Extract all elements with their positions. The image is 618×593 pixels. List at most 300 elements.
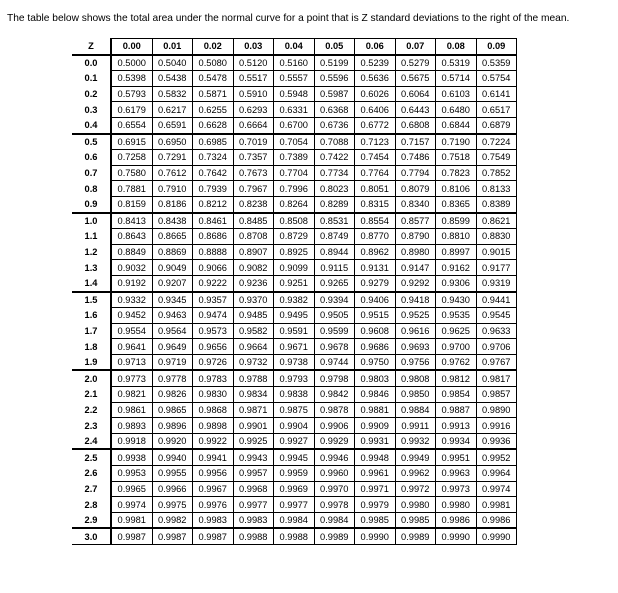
probability-cell: 0.9495 (274, 308, 315, 324)
probability-cell: 0.5319 (436, 55, 477, 71)
probability-cell: 0.8907 (233, 244, 274, 260)
probability-cell: 0.5080 (193, 55, 234, 71)
probability-cell: 0.9463 (152, 308, 193, 324)
probability-cell: 0.9990 (355, 528, 396, 544)
probability-cell: 0.9608 (355, 323, 396, 339)
probability-cell: 0.7389 (274, 150, 315, 166)
table-body (72, 55, 517, 545)
probability-cell: 0.6406 (355, 102, 396, 118)
table-row (72, 196, 517, 212)
table-row (72, 387, 517, 403)
probability-cell: 0.8438 (152, 213, 193, 229)
z-value-cell: 2.4 (72, 433, 111, 449)
table-row (72, 402, 517, 418)
probability-cell: 0.6255 (193, 102, 234, 118)
probability-cell: 0.9222 (193, 275, 234, 291)
z-value-cell: 1.7 (72, 323, 111, 339)
table-row (72, 150, 517, 166)
probability-cell: 0.9959 (274, 466, 315, 482)
probability-cell: 0.9916 (476, 418, 517, 434)
probability-cell: 0.6554 (111, 117, 152, 133)
probability-cell: 0.7486 (395, 150, 436, 166)
probability-cell: 0.6985 (193, 134, 234, 150)
probability-cell: 0.8238 (233, 196, 274, 212)
probability-cell: 0.8944 (314, 244, 355, 260)
probability-cell: 0.5398 (111, 71, 152, 87)
probability-cell: 0.7612 (152, 165, 193, 181)
probability-cell: 0.9984 (314, 512, 355, 528)
probability-cell: 0.9987 (111, 528, 152, 544)
table-row (72, 117, 517, 133)
z-value-cell: 0.6 (72, 150, 111, 166)
probability-cell: 0.7764 (355, 165, 396, 181)
z-value-cell: 1.0 (72, 213, 111, 229)
probability-cell: 0.7518 (436, 150, 477, 166)
probability-cell: 0.8264 (274, 196, 315, 212)
probability-cell: 0.9990 (436, 528, 477, 544)
probability-cell: 0.5871 (193, 86, 234, 102)
probability-cell: 0.8621 (476, 213, 517, 229)
probability-cell: 0.9986 (436, 512, 477, 528)
probability-cell: 0.9808 (395, 370, 436, 386)
probability-cell: 0.9920 (152, 433, 193, 449)
probability-cell: 0.9641 (111, 339, 152, 355)
probability-cell: 0.9656 (193, 339, 234, 355)
probability-cell: 0.9625 (436, 323, 477, 339)
probability-cell: 0.9988 (274, 528, 315, 544)
probability-cell: 0.9987 (152, 528, 193, 544)
probability-cell: 0.9949 (395, 449, 436, 465)
probability-cell: 0.9927 (274, 433, 315, 449)
probability-cell: 0.8962 (355, 244, 396, 260)
probability-cell: 0.9591 (274, 323, 315, 339)
table-row (72, 244, 517, 260)
probability-cell: 0.9798 (314, 370, 355, 386)
probability-cell: 0.9162 (436, 260, 477, 276)
probability-cell: 0.9968 (233, 481, 274, 497)
probability-cell: 0.8665 (152, 229, 193, 245)
probability-cell: 0.9922 (193, 433, 234, 449)
table-row (72, 165, 517, 181)
probability-cell: 0.9032 (111, 260, 152, 276)
probability-cell: 0.7881 (111, 181, 152, 197)
probability-cell: 0.6217 (152, 102, 193, 118)
probability-cell: 0.9406 (355, 292, 396, 308)
probability-cell: 0.9099 (274, 260, 315, 276)
probability-cell: 0.9963 (436, 466, 477, 482)
probability-cell: 0.9573 (193, 323, 234, 339)
probability-cell: 0.5040 (152, 55, 193, 71)
probability-cell: 0.7580 (111, 165, 152, 181)
probability-cell: 0.8289 (314, 196, 355, 212)
column-header: 0.02 (193, 39, 234, 55)
probability-cell: 0.8461 (193, 213, 234, 229)
probability-cell: 0.5199 (314, 55, 355, 71)
probability-cell: 0.9965 (111, 481, 152, 497)
probability-cell: 0.9678 (314, 339, 355, 355)
probability-cell: 0.9664 (233, 339, 274, 355)
probability-cell: 0.9582 (233, 323, 274, 339)
probability-cell: 0.6179 (111, 102, 152, 118)
probability-cell: 0.9988 (233, 528, 274, 544)
probability-cell: 0.7967 (233, 181, 274, 197)
probability-cell: 0.7054 (274, 134, 315, 150)
probability-cell: 0.9990 (476, 528, 517, 544)
probability-cell: 0.8729 (274, 229, 315, 245)
z-value-cell: 1.4 (72, 275, 111, 291)
probability-cell: 0.9974 (476, 481, 517, 497)
probability-cell: 0.9938 (111, 449, 152, 465)
z-value-cell: 0.8 (72, 181, 111, 197)
probability-cell: 0.9865 (152, 402, 193, 418)
probability-cell: 0.9970 (314, 481, 355, 497)
probability-cell: 0.9842 (314, 387, 355, 403)
probability-cell: 0.6026 (355, 86, 396, 102)
probability-cell: 0.7673 (233, 165, 274, 181)
probability-cell: 0.9767 (476, 354, 517, 370)
probability-cell: 0.9015 (476, 244, 517, 260)
probability-cell: 0.9931 (355, 433, 396, 449)
probability-cell: 0.9332 (111, 292, 152, 308)
probability-cell: 0.6064 (395, 86, 436, 102)
table-row (72, 339, 517, 355)
probability-cell: 0.7258 (111, 150, 152, 166)
probability-cell: 0.9525 (395, 308, 436, 324)
table-caption: The table below shows the total area under the normal curve for a point that is Z standard deviations to the right of the mean. (7, 13, 570, 24)
table-row (72, 102, 517, 118)
probability-cell: 0.6664 (233, 117, 274, 133)
probability-cell: 0.5714 (436, 71, 477, 87)
z-table (72, 38, 517, 545)
probability-cell: 0.8212 (193, 196, 234, 212)
probability-cell: 0.9936 (476, 433, 517, 449)
probability-cell: 0.8159 (111, 196, 152, 212)
probability-cell: 0.6772 (355, 117, 396, 133)
z-value-cell: 2.5 (72, 449, 111, 465)
table-row (72, 418, 517, 434)
probability-cell: 0.9953 (111, 466, 152, 482)
probability-cell: 0.8051 (355, 181, 396, 197)
column-header: 0.03 (233, 39, 274, 55)
probability-cell: 0.9713 (111, 354, 152, 370)
probability-cell: 0.9535 (436, 308, 477, 324)
probability-cell: 0.7704 (274, 165, 315, 181)
probability-cell: 0.9049 (152, 260, 193, 276)
probability-cell: 0.9913 (436, 418, 477, 434)
probability-cell: 0.9979 (355, 497, 396, 513)
probability-cell: 0.9485 (233, 308, 274, 324)
column-header: 0.07 (395, 39, 436, 55)
probability-cell: 0.9292 (395, 275, 436, 291)
probability-cell: 0.9985 (395, 512, 436, 528)
probability-cell: 0.9878 (314, 402, 355, 418)
column-header: 0.08 (436, 39, 477, 55)
probability-cell: 0.9505 (314, 308, 355, 324)
z-value-cell: 1.6 (72, 308, 111, 324)
table-row (72, 449, 517, 465)
probability-cell: 0.9975 (152, 497, 193, 513)
probability-cell: 0.5557 (274, 71, 315, 87)
probability-cell: 0.9762 (436, 354, 477, 370)
probability-cell: 0.9671 (274, 339, 315, 355)
probability-cell: 0.9961 (355, 466, 396, 482)
probability-cell: 0.9793 (274, 370, 315, 386)
table-row (72, 86, 517, 102)
probability-cell: 0.9932 (395, 433, 436, 449)
probability-cell: 0.8643 (111, 229, 152, 245)
probability-cell: 0.7123 (355, 134, 396, 150)
probability-cell: 0.9345 (152, 292, 193, 308)
probability-cell: 0.8770 (355, 229, 396, 245)
probability-cell: 0.9830 (193, 387, 234, 403)
probability-cell: 0.5160 (274, 55, 315, 71)
probability-cell: 0.5832 (152, 86, 193, 102)
z-value-cell: 1.1 (72, 229, 111, 245)
probability-cell: 0.9967 (193, 481, 234, 497)
probability-cell: 0.8810 (436, 229, 477, 245)
table-row (72, 213, 517, 229)
probability-cell: 0.9778 (152, 370, 193, 386)
table-row (72, 275, 517, 291)
probability-cell: 0.9868 (193, 402, 234, 418)
probability-cell: 0.8925 (274, 244, 315, 260)
z-column-header: Z (72, 39, 111, 55)
probability-cell: 0.8413 (111, 213, 152, 229)
probability-cell: 0.9978 (314, 497, 355, 513)
table-row (72, 433, 517, 449)
probability-cell: 0.5279 (395, 55, 436, 71)
probability-cell: 0.9896 (152, 418, 193, 434)
probability-cell: 0.5000 (111, 55, 152, 71)
table-row (72, 512, 517, 528)
probability-cell: 0.8790 (395, 229, 436, 245)
probability-cell: 0.9875 (274, 402, 315, 418)
probability-cell: 0.8749 (314, 229, 355, 245)
probability-cell: 0.6808 (395, 117, 436, 133)
probability-cell: 0.9985 (355, 512, 396, 528)
probability-cell: 0.9986 (476, 512, 517, 528)
probability-cell: 0.9306 (436, 275, 477, 291)
probability-cell: 0.8365 (436, 196, 477, 212)
probability-cell: 0.9960 (314, 466, 355, 482)
column-header: 0.06 (355, 39, 396, 55)
probability-cell: 0.9834 (233, 387, 274, 403)
probability-cell: 0.7734 (314, 165, 355, 181)
probability-cell: 0.8389 (476, 196, 517, 212)
probability-cell: 0.6700 (274, 117, 315, 133)
column-header: 0.00 (111, 39, 152, 55)
probability-cell: 0.7454 (355, 150, 396, 166)
probability-cell: 0.9846 (355, 387, 396, 403)
probability-cell: 0.8577 (395, 213, 436, 229)
probability-cell: 0.5987 (314, 86, 355, 102)
probability-cell: 0.5359 (476, 55, 517, 71)
probability-cell: 0.9980 (436, 497, 477, 513)
probability-cell: 0.7794 (395, 165, 436, 181)
probability-cell: 0.9911 (395, 418, 436, 434)
probability-cell: 0.9983 (233, 512, 274, 528)
z-value-cell: 3.0 (72, 528, 111, 544)
probability-cell: 0.9783 (193, 370, 234, 386)
table-row (72, 71, 517, 87)
probability-cell: 0.9989 (395, 528, 436, 544)
table-row (72, 308, 517, 324)
probability-cell: 0.7019 (233, 134, 274, 150)
table-row (72, 229, 517, 245)
probability-cell: 0.9726 (193, 354, 234, 370)
z-value-cell: 2.8 (72, 497, 111, 513)
probability-cell: 0.7190 (436, 134, 477, 150)
probability-cell: 0.9976 (193, 497, 234, 513)
z-value-cell: 1.9 (72, 354, 111, 370)
probability-cell: 0.9890 (476, 402, 517, 418)
z-value-cell: 0.9 (72, 196, 111, 212)
probability-cell: 0.9207 (152, 275, 193, 291)
probability-cell: 0.7324 (193, 150, 234, 166)
probability-cell: 0.9881 (355, 402, 396, 418)
probability-cell: 0.9750 (355, 354, 396, 370)
probability-cell: 0.9382 (274, 292, 315, 308)
probability-cell: 0.7996 (274, 181, 315, 197)
probability-cell: 0.8106 (436, 181, 477, 197)
z-value-cell: 2.3 (72, 418, 111, 434)
probability-cell: 0.8888 (193, 244, 234, 260)
probability-cell: 0.9147 (395, 260, 436, 276)
probability-cell: 0.9952 (476, 449, 517, 465)
probability-cell: 0.9974 (111, 497, 152, 513)
probability-cell: 0.9251 (274, 275, 315, 291)
probability-cell: 0.8485 (233, 213, 274, 229)
probability-cell: 0.9744 (314, 354, 355, 370)
probability-cell: 0.7852 (476, 165, 517, 181)
probability-cell: 0.5636 (355, 71, 396, 87)
z-value-cell: 0.1 (72, 71, 111, 87)
probability-cell: 0.7157 (395, 134, 436, 150)
probability-cell: 0.9962 (395, 466, 436, 482)
probability-cell: 0.7642 (193, 165, 234, 181)
probability-cell: 0.8997 (436, 244, 477, 260)
probability-cell: 0.9951 (436, 449, 477, 465)
probability-cell: 0.6915 (111, 134, 152, 150)
probability-cell: 0.8531 (314, 213, 355, 229)
probability-cell: 0.9700 (436, 339, 477, 355)
probability-cell: 0.5438 (152, 71, 193, 87)
probability-cell: 0.9898 (193, 418, 234, 434)
probability-cell: 0.9732 (233, 354, 274, 370)
probability-cell: 0.9909 (355, 418, 396, 434)
z-value-cell: 0.2 (72, 86, 111, 102)
probability-cell: 0.9904 (274, 418, 315, 434)
probability-cell: 0.7224 (476, 134, 517, 150)
probability-cell: 0.9817 (476, 370, 517, 386)
probability-cell: 0.9981 (476, 497, 517, 513)
probability-cell: 0.9861 (111, 402, 152, 418)
probability-cell: 0.5596 (314, 71, 355, 87)
probability-cell: 0.8599 (436, 213, 477, 229)
probability-cell: 0.9474 (193, 308, 234, 324)
probability-cell: 0.8508 (274, 213, 315, 229)
probability-cell: 0.8686 (193, 229, 234, 245)
probability-cell: 0.9515 (355, 308, 396, 324)
probability-cell: 0.8554 (355, 213, 396, 229)
probability-cell: 0.9982 (152, 512, 193, 528)
probability-cell: 0.8340 (395, 196, 436, 212)
z-value-cell: 0.5 (72, 134, 111, 150)
probability-cell: 0.9850 (395, 387, 436, 403)
probability-cell: 0.5793 (111, 86, 152, 102)
probability-cell: 0.9066 (193, 260, 234, 276)
probability-cell: 0.8980 (395, 244, 436, 260)
probability-cell: 0.8133 (476, 181, 517, 197)
probability-cell: 0.7939 (193, 181, 234, 197)
probability-cell: 0.5754 (476, 71, 517, 87)
probability-cell: 0.9719 (152, 354, 193, 370)
probability-cell: 0.6628 (193, 117, 234, 133)
probability-cell: 0.9884 (395, 402, 436, 418)
probability-cell: 0.9177 (476, 260, 517, 276)
probability-cell: 0.9236 (233, 275, 274, 291)
probability-cell: 0.8849 (111, 244, 152, 260)
column-header: 0.05 (314, 39, 355, 55)
probability-cell: 0.8079 (395, 181, 436, 197)
probability-cell: 0.9826 (152, 387, 193, 403)
probability-cell: 0.9452 (111, 308, 152, 324)
probability-cell: 0.5478 (193, 71, 234, 87)
probability-cell: 0.5910 (233, 86, 274, 102)
probability-cell: 0.9788 (233, 370, 274, 386)
probability-cell: 0.9265 (314, 275, 355, 291)
probability-cell: 0.8708 (233, 229, 274, 245)
probability-cell: 0.9943 (233, 449, 274, 465)
probability-cell: 0.9887 (436, 402, 477, 418)
z-value-cell: 0.4 (72, 117, 111, 133)
probability-cell: 0.9955 (152, 466, 193, 482)
probability-cell: 0.7910 (152, 181, 193, 197)
probability-cell: 0.9812 (436, 370, 477, 386)
probability-cell: 0.9706 (476, 339, 517, 355)
probability-cell: 0.6736 (314, 117, 355, 133)
probability-cell: 0.9357 (193, 292, 234, 308)
probability-cell: 0.9940 (152, 449, 193, 465)
column-header: 0.01 (152, 39, 193, 55)
table-row (72, 528, 517, 544)
probability-cell: 0.7291 (152, 150, 193, 166)
probability-cell: 0.9929 (314, 433, 355, 449)
probability-cell: 0.9418 (395, 292, 436, 308)
probability-cell: 0.9633 (476, 323, 517, 339)
probability-cell: 0.9370 (233, 292, 274, 308)
column-header: 0.09 (476, 39, 517, 55)
probability-cell: 0.9893 (111, 418, 152, 434)
probability-cell: 0.8186 (152, 196, 193, 212)
probability-cell: 0.9966 (152, 481, 193, 497)
probability-cell: 0.9599 (314, 323, 355, 339)
probability-cell: 0.9969 (274, 481, 315, 497)
probability-cell: 0.5675 (395, 71, 436, 87)
probability-cell: 0.9693 (395, 339, 436, 355)
z-value-cell: 2.1 (72, 387, 111, 403)
probability-cell: 0.7823 (436, 165, 477, 181)
probability-cell: 0.9554 (111, 323, 152, 339)
probability-cell: 0.9871 (233, 402, 274, 418)
probability-cell: 0.9131 (355, 260, 396, 276)
probability-cell: 0.9957 (233, 466, 274, 482)
probability-cell: 0.5120 (233, 55, 274, 71)
probability-cell: 0.6443 (395, 102, 436, 118)
probability-cell: 0.9956 (193, 466, 234, 482)
probability-cell: 0.9430 (436, 292, 477, 308)
probability-cell: 0.9983 (193, 512, 234, 528)
